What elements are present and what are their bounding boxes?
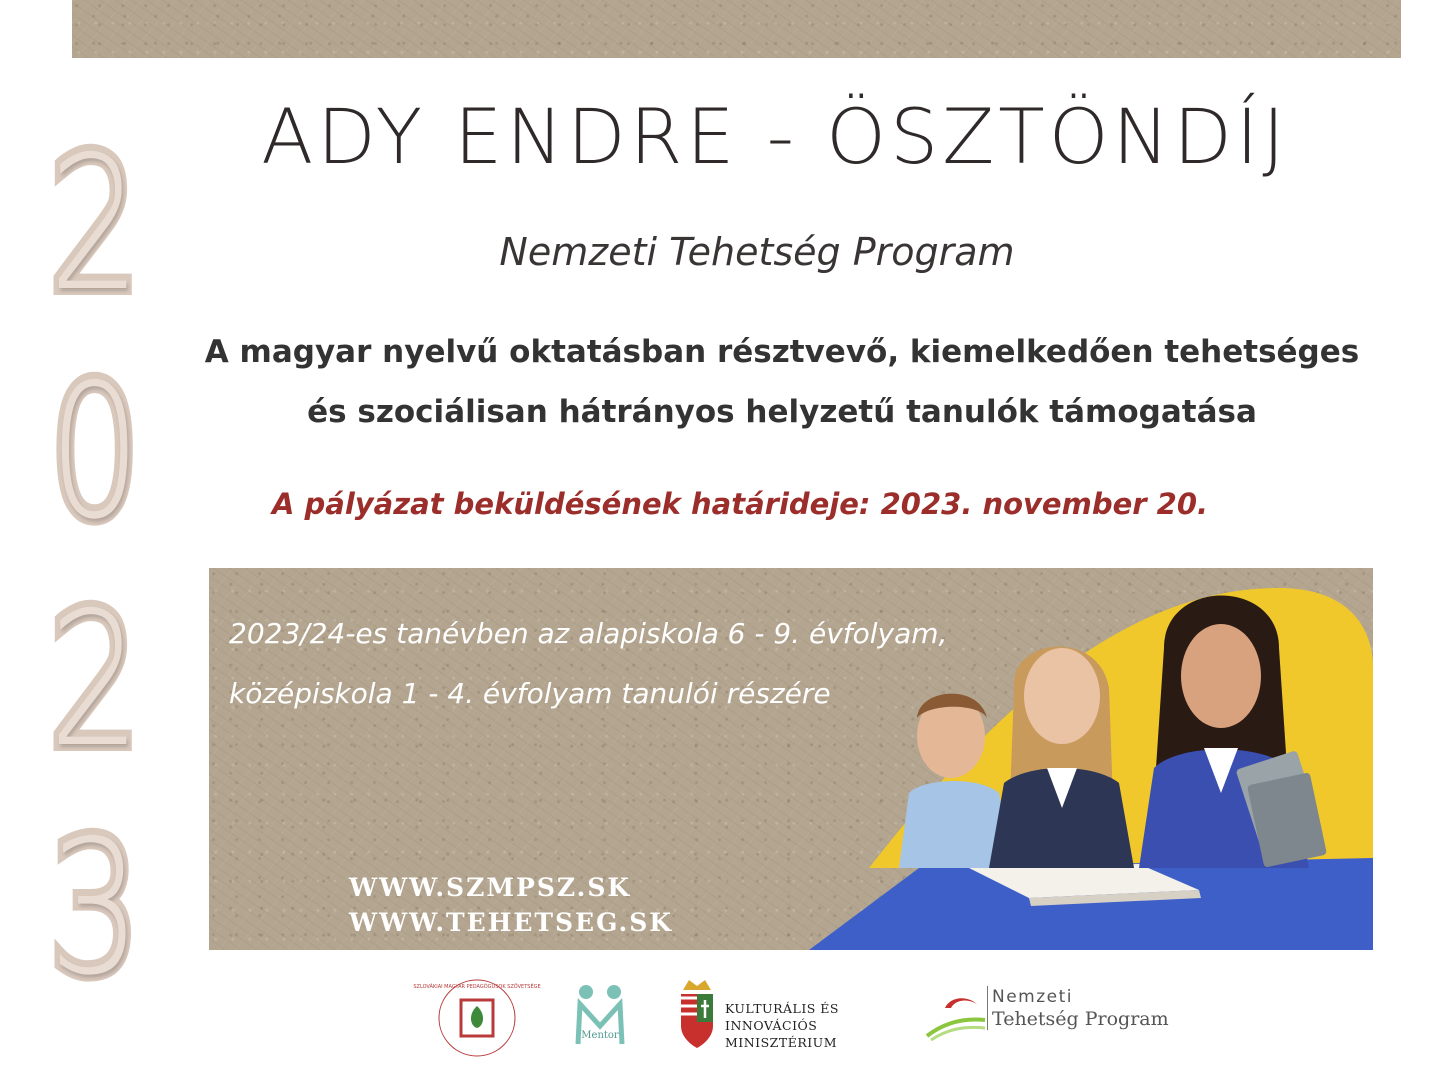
website-links [349,870,673,940]
szmpsz-logo-icon [413,976,541,1060]
hungarian-coat-of-arms-icon [675,976,719,1056]
year-digit: 2 [49,116,141,332]
url-link[interactable]: WWW.TEHETSEG.SK [349,908,674,937]
info-panel [209,568,1373,950]
ntp-text [987,986,1169,1030]
kim-logo [675,976,925,1056]
deadline-text: A pályázat beküldésének határideje: 2023. november 20. [271,487,1209,521]
panel-text [229,604,1079,724]
year-digit: 2 [49,572,141,788]
ntp-line: Tehetség Program [992,1008,1169,1030]
page-title: ADY ENDRE - ÖSZTÖNDÍJ [261,92,1289,181]
mentor-label: Mentor [581,1030,619,1041]
szmpsz-ring-text: SZLOVÁKIAI MAGYAR PEDAGÓGUSOK SZÖVETSÉGE [413,984,541,990]
ntp-swoosh-icon [925,986,985,1042]
description [150,322,1414,442]
panel-line: 2023/24-es tanévben az alapiskola 6 - 9. évfolyam, [229,617,948,650]
program-subtitle: Nemzeti Tehetség Program [499,230,1015,274]
mentor-logo-icon [570,982,630,1054]
kim-line: KULTURÁLIS ÉS INNOVÁCIÓS [725,1001,839,1033]
kim-line: MINISZTÉRIUM [725,1035,838,1050]
panel-line: középiskola 1 - 4. évfolyam tanulói részére [229,677,831,710]
year-digit: 0 [49,344,141,560]
url-link[interactable]: WWW.SZMPSZ.SK [349,873,632,902]
ntp-line: Nemzeti [992,987,1074,1007]
kim-text [725,1000,925,1051]
sponsor-logos [413,972,1210,1062]
year-digit: 3 [49,800,141,1016]
description-line: és szociálisan hátrányos helyzetű tanulók támogatása [307,394,1257,430]
ntp-logo [925,986,1210,1046]
year-vertical [30,110,160,1022]
top-paper-strip [72,0,1401,58]
description-line: A magyar nyelvű oktatásban résztvevő, kiemelkedően tehetséges [204,334,1360,370]
